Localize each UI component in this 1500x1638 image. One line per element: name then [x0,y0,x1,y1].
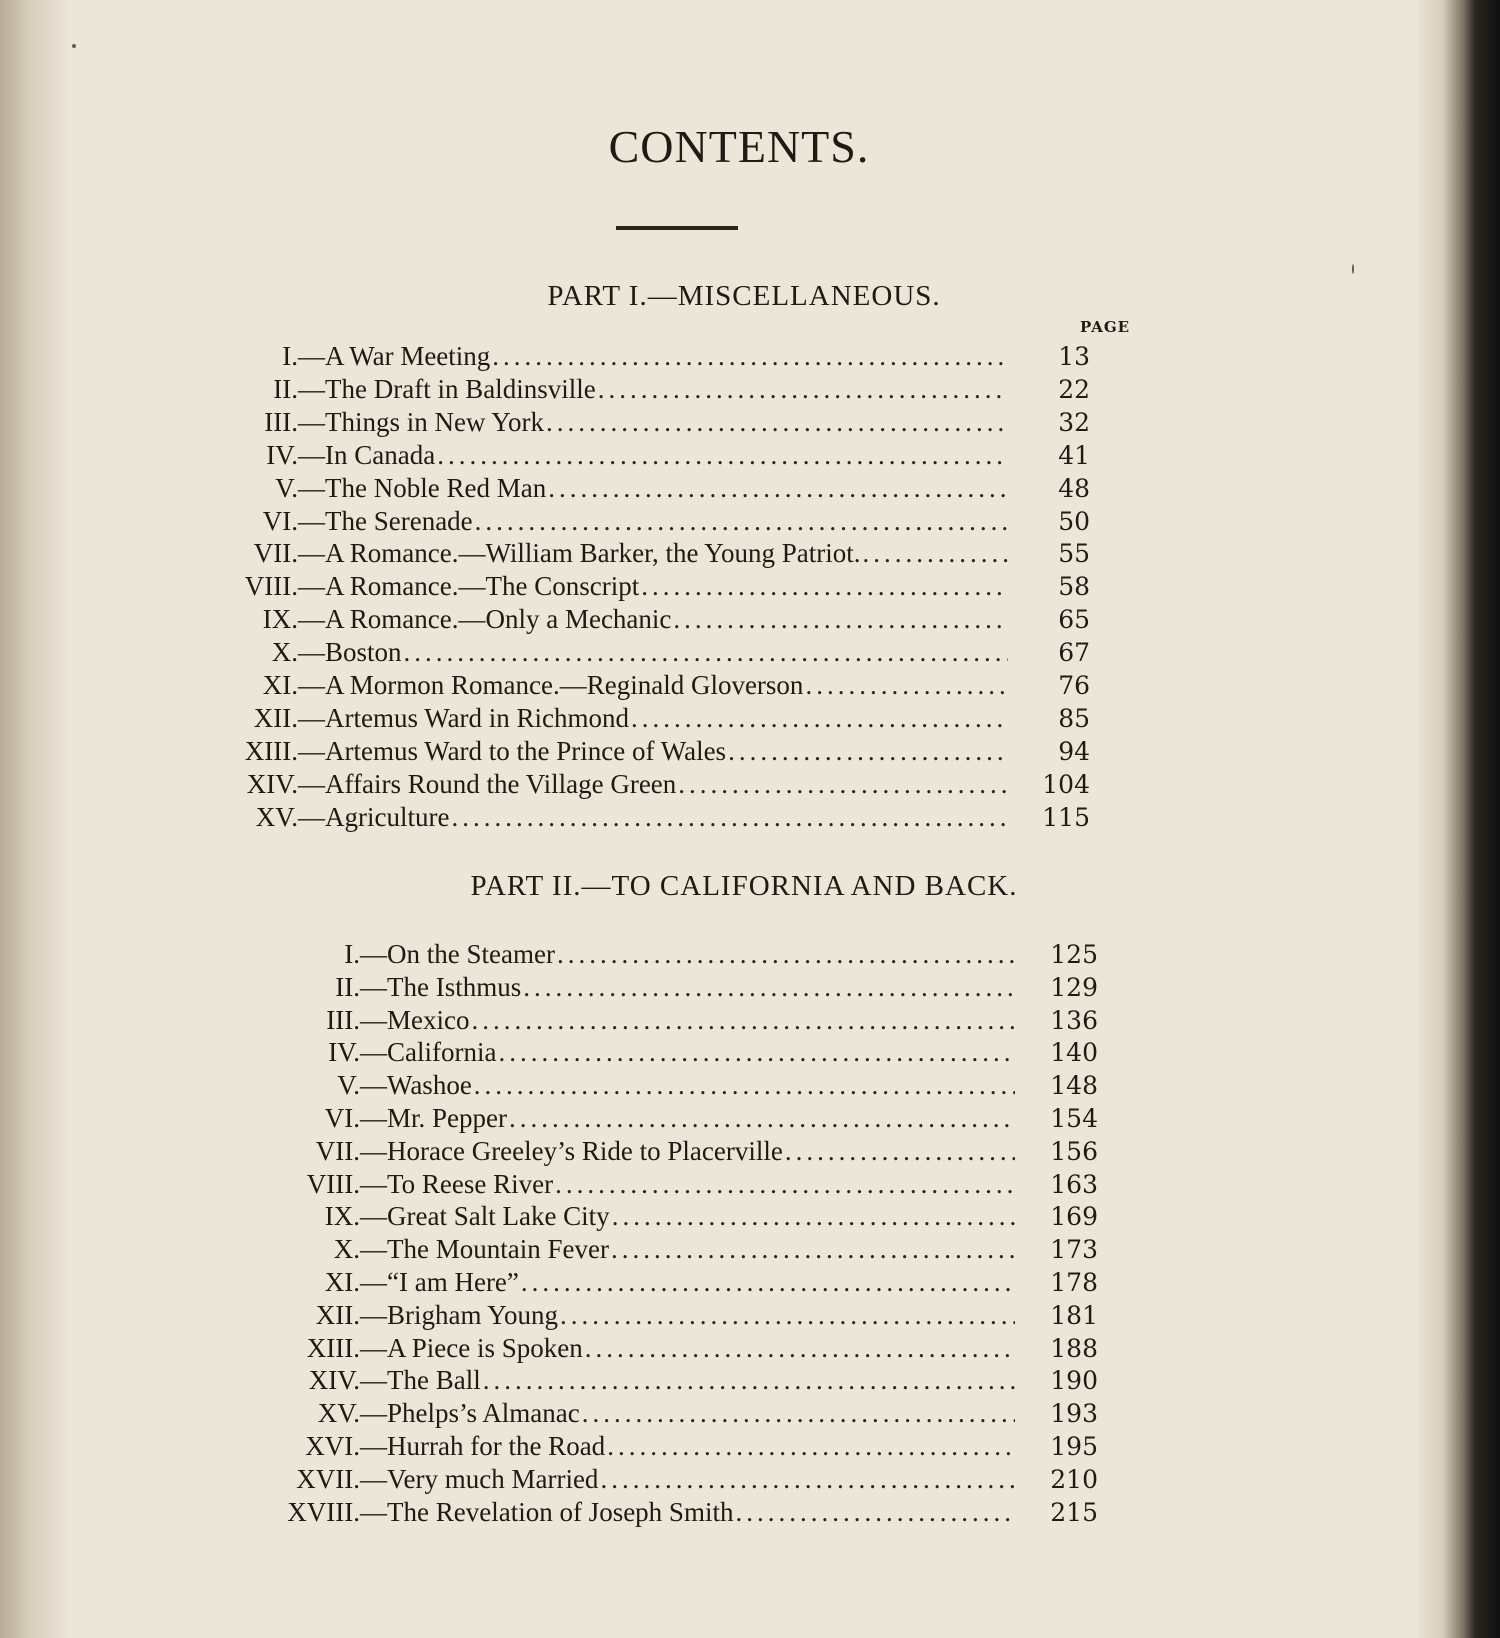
toc-entry [240,1299,1098,1332]
chapter-number: III. [326,1004,360,1035]
dot-leader [726,735,1008,768]
part-2-heading: PART II.—TO CALIFORNIA AND BACK. [470,870,1018,902]
chapter-number: XVI. [305,1431,360,1461]
page-number: 140 [1050,1038,1098,1068]
chapter-title: Affairs Round the Village Green [325,768,677,799]
em-dash: — [298,406,325,437]
chapter-title: Phelps’s Almanac [387,1398,580,1429]
toc-entry [220,801,1090,834]
em-dash: — [298,735,325,766]
chapter-title: Agriculture [325,801,450,832]
em-dash: — [298,472,325,503]
chapter-number: XIII. [306,1332,360,1363]
toc-entry [240,1200,1098,1233]
chapter-number: I. [344,939,360,969]
chapter-number: XII. [253,702,298,733]
dot-leader [449,801,1008,834]
chapter-title: A War Meeting [325,341,491,371]
page-number: 148 [1050,1071,1098,1101]
page-number: 154 [1050,1104,1098,1133]
page-number: 32 [1058,407,1090,437]
dot-leader [519,1266,1015,1299]
dot-leader [472,1069,1015,1102]
chapter-number: XVIII. [287,1496,360,1527]
chapter-title: Things in New York [325,406,545,437]
em-dash: — [298,801,325,832]
dot-leader [803,669,1008,702]
em-dash: — [360,1103,387,1133]
em-dash: — [360,971,387,1002]
em-dash: — [360,1037,387,1068]
chapter-title: A Romance.—The Conscript [325,571,640,602]
dot-leader [733,1496,1015,1529]
page-column-label: PAGE [1080,318,1131,336]
chapter-number: VI. [324,1103,360,1133]
page-number: 188 [1050,1333,1098,1363]
em-dash: — [360,1496,387,1527]
chapter-number: IX. [324,1201,360,1232]
chapter-title: Artemus Ward in Richmond [325,702,630,733]
dot-leader [521,971,1015,1004]
dot-leader [496,1036,1015,1069]
toc-entry [240,1463,1098,1496]
dot-leader [435,439,1008,472]
em-dash: — [360,1004,387,1035]
em-dash: — [360,1332,387,1363]
toc-entry [240,971,1098,1004]
dot-leader [676,768,1008,801]
page-number: 76 [1058,671,1090,700]
dot-leader [596,373,1008,406]
chapter-title: A Mormon Romance.—Reginald Gloverson [325,670,804,700]
chapter-number: III. [264,406,298,437]
dot-leader [629,702,1008,735]
em-dash: — [360,1398,387,1429]
em-dash: — [298,571,325,602]
em-dash: — [360,939,387,969]
dot-leader [402,636,1008,669]
chapter-title: California [387,1037,497,1068]
dot-leader [469,1004,1015,1037]
chapter-title: Horace Greeley’s Ride to Placerville [387,1135,783,1166]
part-1-heading: PART I.—MISCELLANEOUS. [547,280,941,312]
page-number: 65 [1058,605,1090,635]
chapter-number: XV. [255,801,298,832]
dot-leader [490,340,1008,373]
chapter-number: VIII. [244,571,298,602]
em-dash: — [360,1135,387,1166]
em-dash: — [298,538,325,569]
paper-speck [1352,264,1354,274]
page-number: 163 [1050,1169,1098,1199]
page-number: 115 [1042,802,1090,832]
page-number: 193 [1050,1399,1098,1429]
chapter-number: XI. [262,670,298,700]
toc-entry [240,1069,1098,1102]
dot-leader [555,938,1015,971]
chapter-title: Mr. Pepper [387,1103,507,1133]
toc-entry [220,636,1090,669]
em-dash: — [298,604,325,635]
toc-entry [220,505,1090,538]
page-number: 190 [1050,1366,1098,1396]
chapter-title: Very much Married [387,1463,599,1494]
page-number: 48 [1058,473,1090,503]
toc-entry [220,537,1090,570]
toc-entry [240,1036,1098,1069]
paper-speck [72,44,76,48]
chapter-title: The Draft in Baldinsville [325,373,596,404]
em-dash: — [360,1234,387,1265]
chapter-number: VII. [253,538,298,569]
page-number: 41 [1058,440,1090,470]
page-number: 50 [1058,506,1090,536]
chapter-number: XIV. [308,1365,360,1396]
dot-leader [558,1299,1015,1332]
chapter-title: The Revelation of Joseph Smith [387,1496,734,1527]
dot-leader [507,1102,1015,1135]
page-number: 178 [1050,1268,1098,1297]
em-dash: — [298,439,325,470]
toc-entry [240,1364,1098,1397]
chapter-title: “I am Here” [387,1267,519,1297]
dot-leader [605,1430,1015,1463]
toc-entry [220,472,1090,505]
em-dash: — [360,1299,387,1330]
em-dash: — [298,373,325,404]
chapter-number: V. [337,1070,360,1101]
chapter-number: II. [335,971,360,1002]
page-number: 85 [1058,703,1090,733]
toc-entry [240,1397,1098,1430]
page-number: 22 [1058,374,1090,404]
toc-entry [240,1430,1098,1463]
chapter-number: XVII. [296,1463,360,1494]
chapter-title: The Noble Red Man [325,472,547,503]
toc-entry [220,340,1090,373]
page-title: CONTENTS. [608,121,870,172]
em-dash: — [360,1431,387,1461]
dot-leader [481,1364,1015,1397]
toc-entry [240,1004,1098,1037]
title-rule [616,226,738,230]
chapter-title: Mexico [387,1004,470,1035]
toc-entry [220,702,1090,735]
toc-entry [220,669,1090,702]
toc-entry [240,1102,1098,1135]
page-number: 181 [1050,1300,1098,1330]
chapter-number: VII. [315,1135,360,1166]
page-number: 58 [1058,572,1090,602]
toc-entry [220,439,1090,472]
dot-leader [598,1463,1015,1496]
page-number: 210 [1050,1464,1098,1494]
toc-entry [240,1332,1098,1365]
dot-leader [546,472,1008,505]
em-dash: — [298,505,325,536]
dot-leader [783,1135,1015,1168]
chapter-number: IV. [328,1037,360,1068]
chapter-number: IV. [266,439,298,470]
chapter-title: A Romance.—Only a Mechanic [325,604,672,635]
dot-leader [861,537,1008,570]
book-page [70,0,1418,1638]
page-number: 125 [1050,940,1098,969]
toc-entry [220,735,1090,768]
chapter-title: The Ball [387,1365,481,1396]
book-page-edge [1418,0,1500,1638]
chapter-number: X. [271,637,298,668]
chapter-title: Washoe [387,1070,472,1101]
em-dash: — [298,768,325,799]
dot-leader [671,603,1008,636]
book-gutter-shadow [0,0,70,1638]
chapter-number: IX. [262,604,298,635]
chapter-title: Great Salt Lake City [387,1201,610,1232]
em-dash: — [360,1168,387,1199]
dot-leader [610,1200,1015,1233]
toc-entry [240,1135,1098,1168]
page-number: 129 [1050,972,1098,1002]
toc-entry [240,1496,1098,1529]
page-number: 67 [1058,638,1090,668]
chapter-title: A Romance.—William Barker, the Young Patriot. [325,538,861,569]
page-number: 215 [1050,1497,1098,1527]
chapter-title: The Isthmus [387,971,522,1002]
chapter-number: VI. [262,505,298,536]
page-number: 55 [1058,539,1090,569]
dot-leader [580,1397,1015,1430]
chapter-title: In Canada [325,439,436,470]
page-number: 104 [1042,769,1090,799]
page-number: 173 [1050,1235,1098,1265]
dot-leader [473,505,1008,538]
toc-entry [220,768,1090,801]
toc-entry [220,570,1090,603]
chapter-title: Hurrah for the Road [387,1431,606,1461]
em-dash: — [360,1365,387,1396]
toc-entry [240,1168,1098,1201]
chapter-number: X. [333,1234,360,1265]
dot-leader [609,1233,1015,1266]
chapter-number: V. [275,472,298,503]
dot-leader [583,1332,1015,1365]
toc-entry [240,938,1098,971]
em-dash: — [298,341,325,371]
toc-entry [240,1266,1098,1299]
dot-leader [544,406,1008,439]
page-number: 156 [1050,1136,1098,1166]
em-dash: — [298,670,325,700]
chapter-number: XV. [317,1398,360,1429]
chapter-number: II. [273,373,298,404]
page-number: 169 [1050,1202,1098,1232]
em-dash: — [298,702,325,733]
chapter-title: A Piece is Spoken [387,1332,583,1363]
em-dash: — [360,1463,387,1494]
dot-leader [553,1168,1015,1201]
chapter-title: To Reese River [387,1168,554,1199]
chapter-title: The Serenade [325,505,473,536]
em-dash: — [298,637,325,668]
chapter-number: XIV. [246,768,298,799]
dot-leader [639,570,1008,603]
toc-entry [220,406,1090,439]
em-dash: — [360,1267,387,1297]
chapter-title: On the Steamer [387,939,555,969]
em-dash: — [360,1070,387,1101]
toc-entry [240,1233,1098,1266]
chapter-title: Brigham Young [387,1299,559,1330]
chapter-number: XII. [315,1299,360,1330]
chapter-number: I. [282,341,298,371]
page-number: 13 [1058,342,1090,371]
chapter-number: XIII. [244,735,298,766]
toc-entry [220,373,1090,406]
page-number: 94 [1058,736,1090,766]
chapter-title: Boston [325,637,402,668]
page-number: 136 [1050,1005,1098,1035]
chapter-title: Artemus Ward to the Prince of Wales [325,735,727,766]
toc-entry [220,603,1090,636]
em-dash: — [360,1201,387,1232]
page-number: 195 [1050,1432,1098,1461]
chapter-number: VIII. [306,1168,360,1199]
chapter-title: The Mountain Fever [387,1234,609,1265]
chapter-number: XI. [324,1267,360,1297]
